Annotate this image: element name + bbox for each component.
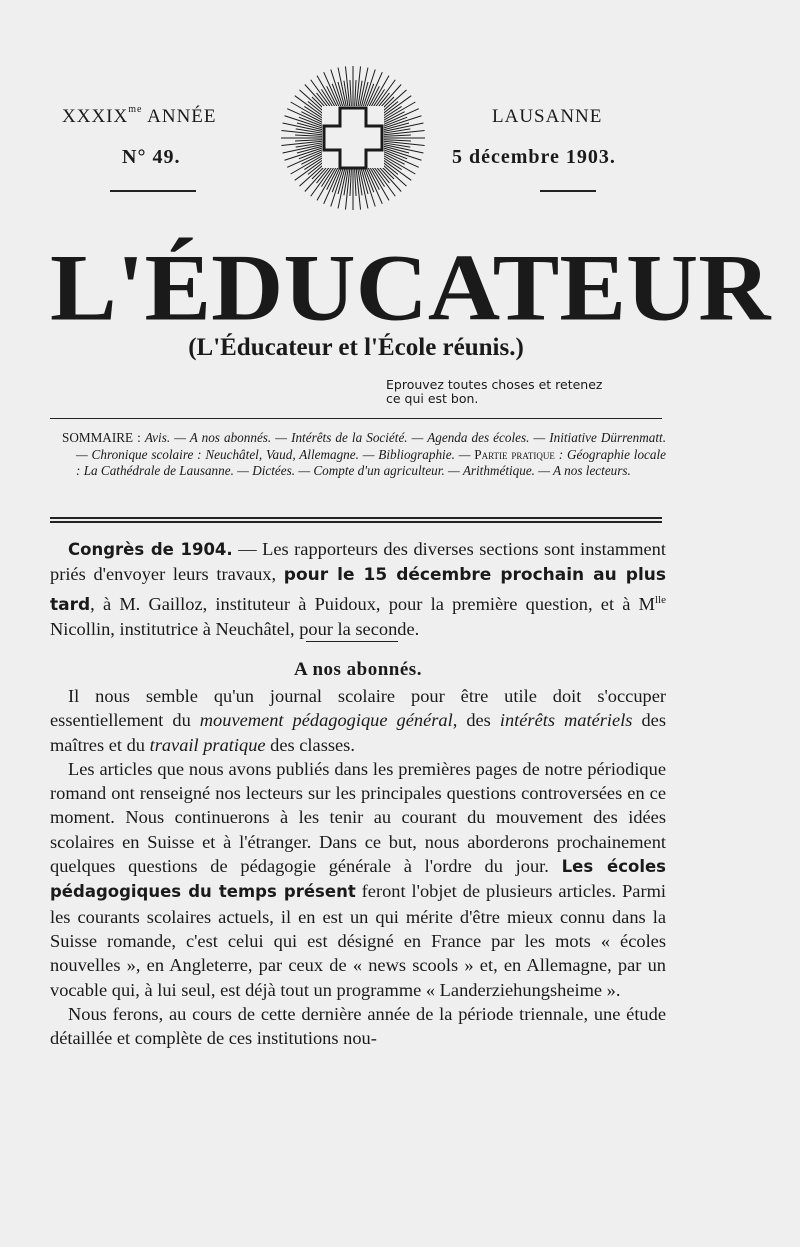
section-title-abonnes: A nos abonnés. xyxy=(294,659,422,680)
p1-d: des classes. xyxy=(265,734,355,755)
header-rule-left xyxy=(110,190,196,192)
section-divider xyxy=(306,641,398,642)
sunburst-ray xyxy=(383,140,411,141)
sunburst-ray xyxy=(295,135,323,136)
issue-number: N° 49. xyxy=(122,146,181,168)
congres-text xyxy=(50,537,666,641)
p1-b: , des xyxy=(452,710,500,731)
p2-a: Les articles que nous avons publiés dans les premières pages de notre périodique romand ont renseigné nos lecteurs sur les principales questions controversées en ce moment. Nous continuerons à les tenir au courant du mouvement des idées scolaires en Suisse et à l'étranger. Dans ce but, nous aborderons prochainement quelques questions de pédagogie générale à l'ordre du jour. xyxy=(50,758,666,877)
congres-deadline: pour le 15 décembre prochain au plus tard xyxy=(50,565,666,615)
volume-year: $XXXIX^{me}$ ANNÉE xyxy=(62,104,217,127)
header-rule-right xyxy=(540,190,596,192)
sommaire-bottom-rule-1 xyxy=(50,517,662,519)
masthead-subtitle: (L'Éducateur et l'École réunis.) xyxy=(188,334,524,361)
sommaire-partie: Partie pratique xyxy=(474,446,555,462)
p1-i3: travail pratique xyxy=(149,734,266,755)
p1-a: Il nous semble qu'un journal scolaire pour être utile doit s'occuper essentiellement du xyxy=(50,686,666,731)
congres-text-2: , à M. Gailloz, instituteur à Puidoux, pour la première question, et à M xyxy=(90,593,655,614)
p1-i2: intérêts matériels xyxy=(499,710,633,731)
sommaire-label: SOMMAIRE : xyxy=(62,430,145,445)
abonnes-paragraph-2 xyxy=(50,757,666,1002)
motto-line-1: Eprouvez toutes choses et retenez xyxy=(386,377,603,392)
congres-heading: Congrès de 1904. xyxy=(68,540,233,559)
issue-date: 5 décembre 1903. xyxy=(452,146,616,168)
congres-paragraph xyxy=(50,537,666,641)
sunburst-ray xyxy=(295,140,323,141)
motto-line-2: ce qui est bon. xyxy=(386,391,479,406)
sunburst-ray xyxy=(355,80,356,108)
sunburst-ray xyxy=(383,135,411,136)
sunburst-ray xyxy=(350,168,351,196)
sommaire-top-rule xyxy=(50,418,662,419)
abonnes-paragraph-1 xyxy=(50,684,666,757)
place: LAUSANNE xyxy=(492,106,603,127)
congres-text-3: Nicollin, institutrice à Neuchâtel, pour la seconde. xyxy=(50,619,420,640)
sunburst-ray xyxy=(355,168,356,196)
p2-b: feront l'objet de plusieurs articles. Parmi les courants scolaires actuels, il en est un qui mérite d'être mieux connu dans la Suisse romande, c'est celui qui est désigné en France par les mots « écoles nouvelles », en Angleterre, par ceux de « news scools » et, en Allemagne, par un vocable qui, à lui seul, est déjà tout un programme « Landerziehungsheime ». xyxy=(50,881,666,1000)
abonnes-body xyxy=(50,684,666,1050)
motto xyxy=(386,378,656,406)
sommaire-bottom-rule-2 xyxy=(50,521,662,523)
sunburst-ray xyxy=(350,80,351,108)
p2-bold: Les écoles pédagogiques du temps présent xyxy=(50,857,667,902)
congres-text-1: — Les rapporteurs des diverses sections sont instamment priés d'envoyer leurs travaux, xyxy=(50,539,666,585)
p1-c: des maîtres et du xyxy=(50,710,666,755)
masthead-title: L'ÉDUCATEUR xyxy=(50,234,771,341)
p1-i1: mouvement pédagogique général xyxy=(199,710,453,731)
abonnes-paragraph-3: Nous ferons, au cours de cette dernière année de la période triennale, une étude détaillée et complète de ces institutions nou- xyxy=(50,1003,666,1049)
swiss-cross-sunburst-icon xyxy=(276,66,430,214)
sommaire-items-2: : Géographie locale : La Cathédrale de Lausanne. — Dictées. — Compte d'un agriculteur. — Arithmétique. — A nos lecteurs. xyxy=(76,446,666,478)
congres-mlle: lle xyxy=(655,593,666,606)
sommaire-items-1: Avis. — A nos abonnés. — Intérêts de la Société. — Agenda des écoles. — Initiative Dürrenmatt. — Chronique scolaire : Neuchâtel, Vaud, Allemagne. — Bibliographie. — xyxy=(76,430,666,462)
sommaire xyxy=(62,430,666,480)
